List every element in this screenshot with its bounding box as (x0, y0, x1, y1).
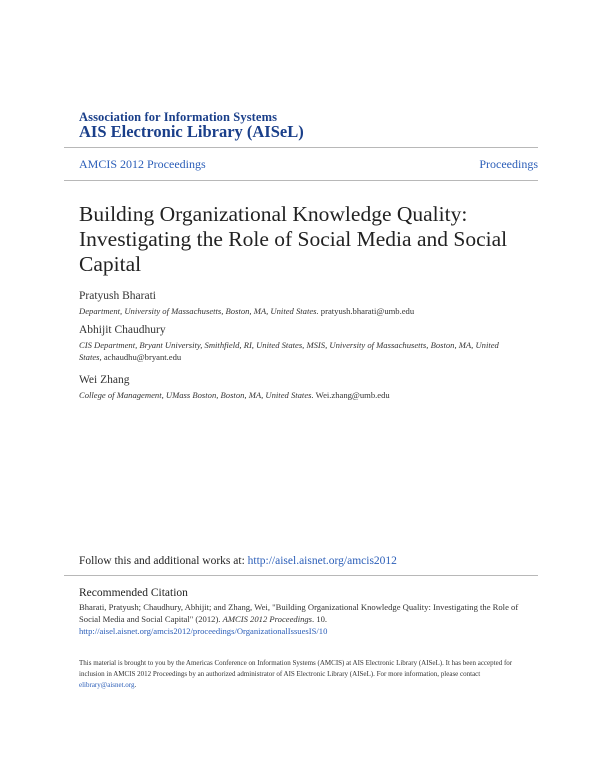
author-email: pratyush.bharati@umb.edu (320, 306, 415, 316)
author-email: Wei.zhang@umb.edu (315, 390, 390, 400)
affiliation-text: Department, University of Massachusetts, Boston, MA, United States. (79, 306, 319, 316)
citation-text (79, 602, 529, 637)
proceedings-year-link[interactable]: AMCIS 2012 Proceedings (79, 157, 206, 171)
divider-top (64, 147, 538, 148)
divider-citation (64, 575, 538, 576)
organization-name: Association for Information Systems (79, 110, 278, 124)
citation-journal: AMCIS 2012 Proceedings (222, 613, 313, 624)
citation-link[interactable]: http://aisel.aisnet.org/amcis2012/proceedings/OrganizationalIssuesIS/10 (79, 625, 328, 636)
author-affiliation (79, 339, 519, 363)
divider-nav (64, 180, 538, 181)
follow-line (79, 555, 397, 567)
notice-text: This material is brought to you by the Americas Conference on Information Systems (AMCIS) at AIS Electronic Library (AISeL). It has been accepted for inclusion in AMCIS 2012 Proceedings by an authorized administrator of AIS Electronic Library (AISeL). For more information, please contact (79, 659, 513, 678)
contact-email-link[interactable]: elibrary@aisnet.org (79, 681, 135, 689)
paper-title: Building Organizational Knowledge Quality: Investigating the Role of Social Media and Social Capital (79, 202, 508, 276)
collection-link[interactable]: http://aisel.aisnet.org/amcis2012 (247, 555, 397, 567)
author-affiliation (79, 389, 519, 401)
affiliation-text: CIS Department, Bryant University, Smithfield, RI, United States, MSIS, University of Massachusetts, Boston, MA, United States, (79, 340, 499, 362)
author-name: Wei Zhang (79, 374, 130, 386)
notice-end: . (134, 681, 137, 689)
citation-heading: Recommended Citation (79, 587, 188, 599)
copyright-notice (79, 658, 524, 691)
author-name: Pratyush Bharati (79, 290, 156, 302)
citation-body: Bharati, Pratyush; Chaudhury, Abhijit; and Zhang, Wei, "Building Organizational Knowledge Quality: Investigating the Role of Social Media and Social Capital" (2012). (79, 602, 519, 624)
author-name: Abhijit Chaudhury (79, 324, 166, 336)
citation-end: . 10. (312, 613, 328, 624)
follow-text: Follow this and additional works at: (79, 555, 248, 567)
author-email: achaudhu@bryant.edu (103, 352, 182, 362)
author-affiliation (79, 305, 519, 317)
library-name: AIS Electronic Library (AISeL) (79, 122, 304, 141)
proceedings-link[interactable]: Proceedings (479, 157, 538, 171)
affiliation-text: College of Management, UMass Boston, Boston, MA, United States. (79, 390, 314, 400)
